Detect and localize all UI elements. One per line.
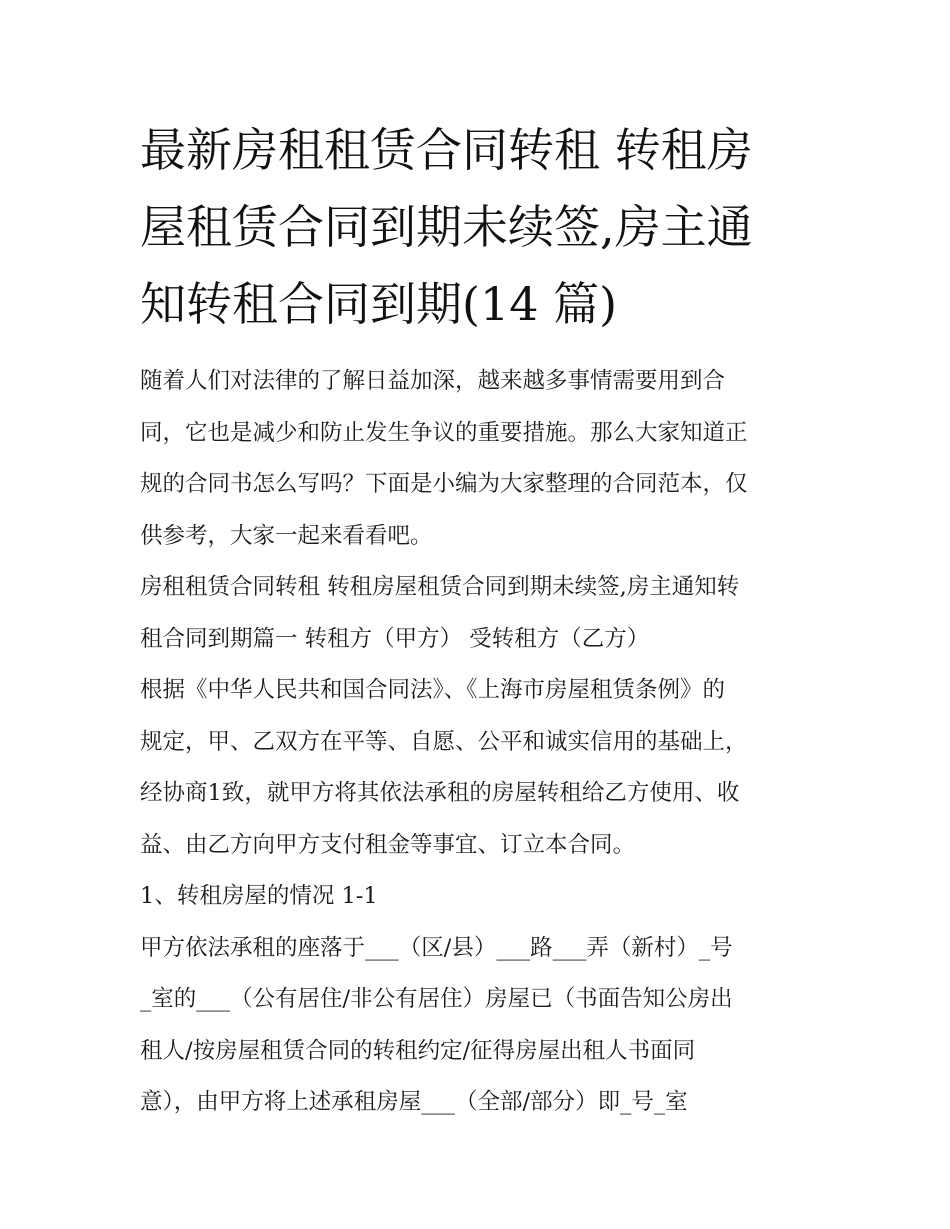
section-heading-line: 房租租赁合同转租 转租房屋租赁合同到期未续签,房主通知转	[140, 574, 740, 600]
intro-paragraph-line: 规的合同书怎么写吗？下面是小编为大家整理的合同范本，仅	[140, 471, 748, 497]
document-title	[140, 112, 820, 343]
intro-paragraph-line: 供参考，大家一起来看看吧。	[140, 522, 433, 549]
title-line: 屋租赁合同到期未续签,房主通	[140, 200, 753, 254]
section-heading-line: 租合同到期篇一 转租方（甲方） 受转租方（乙方）	[140, 625, 650, 652]
title-line: 知转租合同到期(14 篇)	[140, 277, 618, 331]
title-line: 最新房租租赁合同转租 转租房	[140, 123, 753, 177]
intro-paragraph-line: 随着人们对法律的了解日益加深，越来越多事情需要用到合	[140, 368, 726, 394]
preamble-paragraph-line: 根据《中华人民共和国合同法》、《上海市房屋租赁条例》的	[140, 677, 726, 703]
document-body	[140, 356, 830, 1129]
clause-heading: 1、转租房屋的情况 1-1	[140, 883, 378, 909]
preamble-paragraph-line: 经协商1致，就甲方将其依法承租的房屋转租给乙方使用、收	[140, 780, 740, 806]
clause-paragraph-line: 租人/按房屋租赁合同的转租约定/征得房屋出租人书面同	[140, 1037, 696, 1064]
preamble-paragraph-line: 益、由乙方向甲方支付租金等事宜、订立本合同。	[140, 831, 636, 858]
clause-paragraph-line: 意），由甲方将上述承租房屋___（全部/部分）即_号_室	[140, 1089, 688, 1115]
preamble-paragraph-line: 规定，甲、乙双方在平等、自愿、公平和诚实信用的基础上，	[140, 728, 748, 755]
clause-paragraph-line: 甲方依法承租的座落于___（区/县）___路___弄（新村）_号	[140, 934, 733, 961]
intro-paragraph-line: 同，它也是减少和防止发生争议的重要措施。那么大家知道正	[140, 419, 748, 446]
clause-paragraph-line: _室的___（公有居住/非公有居住）房屋已（书面告知公房出	[140, 986, 733, 1012]
